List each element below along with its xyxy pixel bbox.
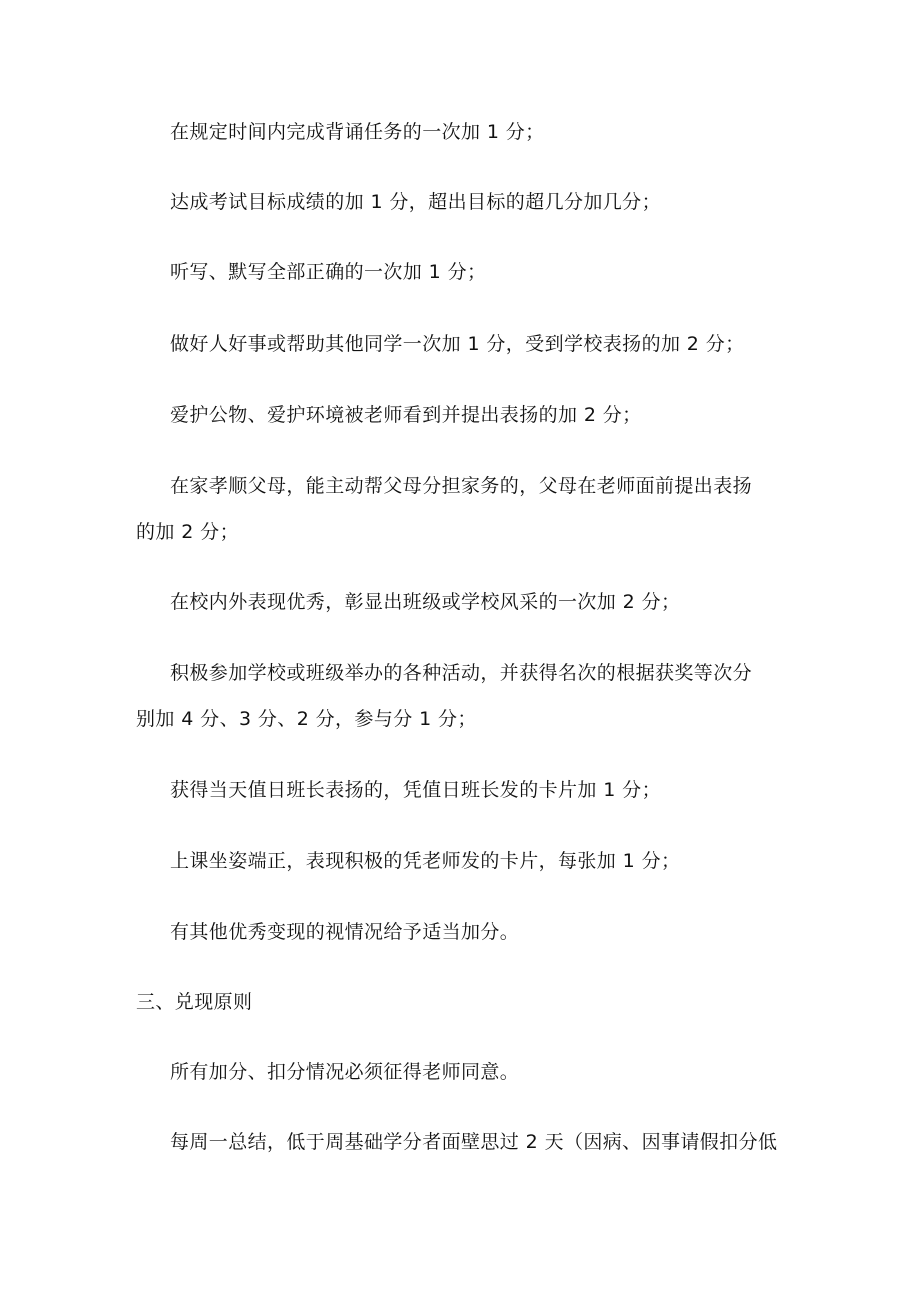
rule-paragraph: 爱护公物、爱护环境被老师看到并提出表扬的加 2 分；	[170, 404, 642, 426]
section-paragraph: 每周一总结，低于周基础学分者面壁思过 2 天（因病、因事请假扣分低	[170, 1131, 778, 1153]
rule-paragraph-line-2: 的加 2 分；	[136, 521, 239, 543]
rule-paragraph: 在规定时间内完成背诵任务的一次加 1 分；	[170, 121, 545, 143]
rule-paragraph: 达成考试目标成绩的加 1 分，超出目标的超几分加几分；	[170, 191, 661, 213]
rule-paragraph-line-1: 在家孝顺父母，能主动帮父母分担家务的，父母在老师面前提出表扬	[170, 475, 753, 497]
rule-paragraph: 获得当天值日班长表扬的，凭值日班长发的卡片加 1 分；	[170, 779, 661, 801]
rule-paragraph-line-1: 积极参加学校或班级举办的各种活动，并获得名次的根据获奖等次分	[170, 662, 753, 684]
rule-paragraph: 在校内外表现优秀，彰显出班级或学校风采的一次加 2 分；	[170, 591, 681, 613]
section-paragraph: 所有加分、扣分情况必须征得老师同意。	[170, 1061, 520, 1083]
rule-paragraph: 听写、默写全部正确的一次加 1 分；	[170, 261, 487, 283]
rule-paragraph: 做好人好事或帮助其他同学一次加 1 分，受到学校表扬的加 2 分；	[170, 333, 745, 355]
section-heading: 三、兑现原则	[136, 991, 253, 1013]
rule-paragraph: 有其他优秀变现的视情况给予适当加分。	[170, 921, 520, 943]
rule-paragraph: 上课坐姿端正，表现积极的凭老师发的卡片，每张加 1 分；	[170, 850, 681, 872]
rule-paragraph-line-2: 别加 4 分、3 分、2 分，参与分 1 分；	[136, 708, 477, 730]
